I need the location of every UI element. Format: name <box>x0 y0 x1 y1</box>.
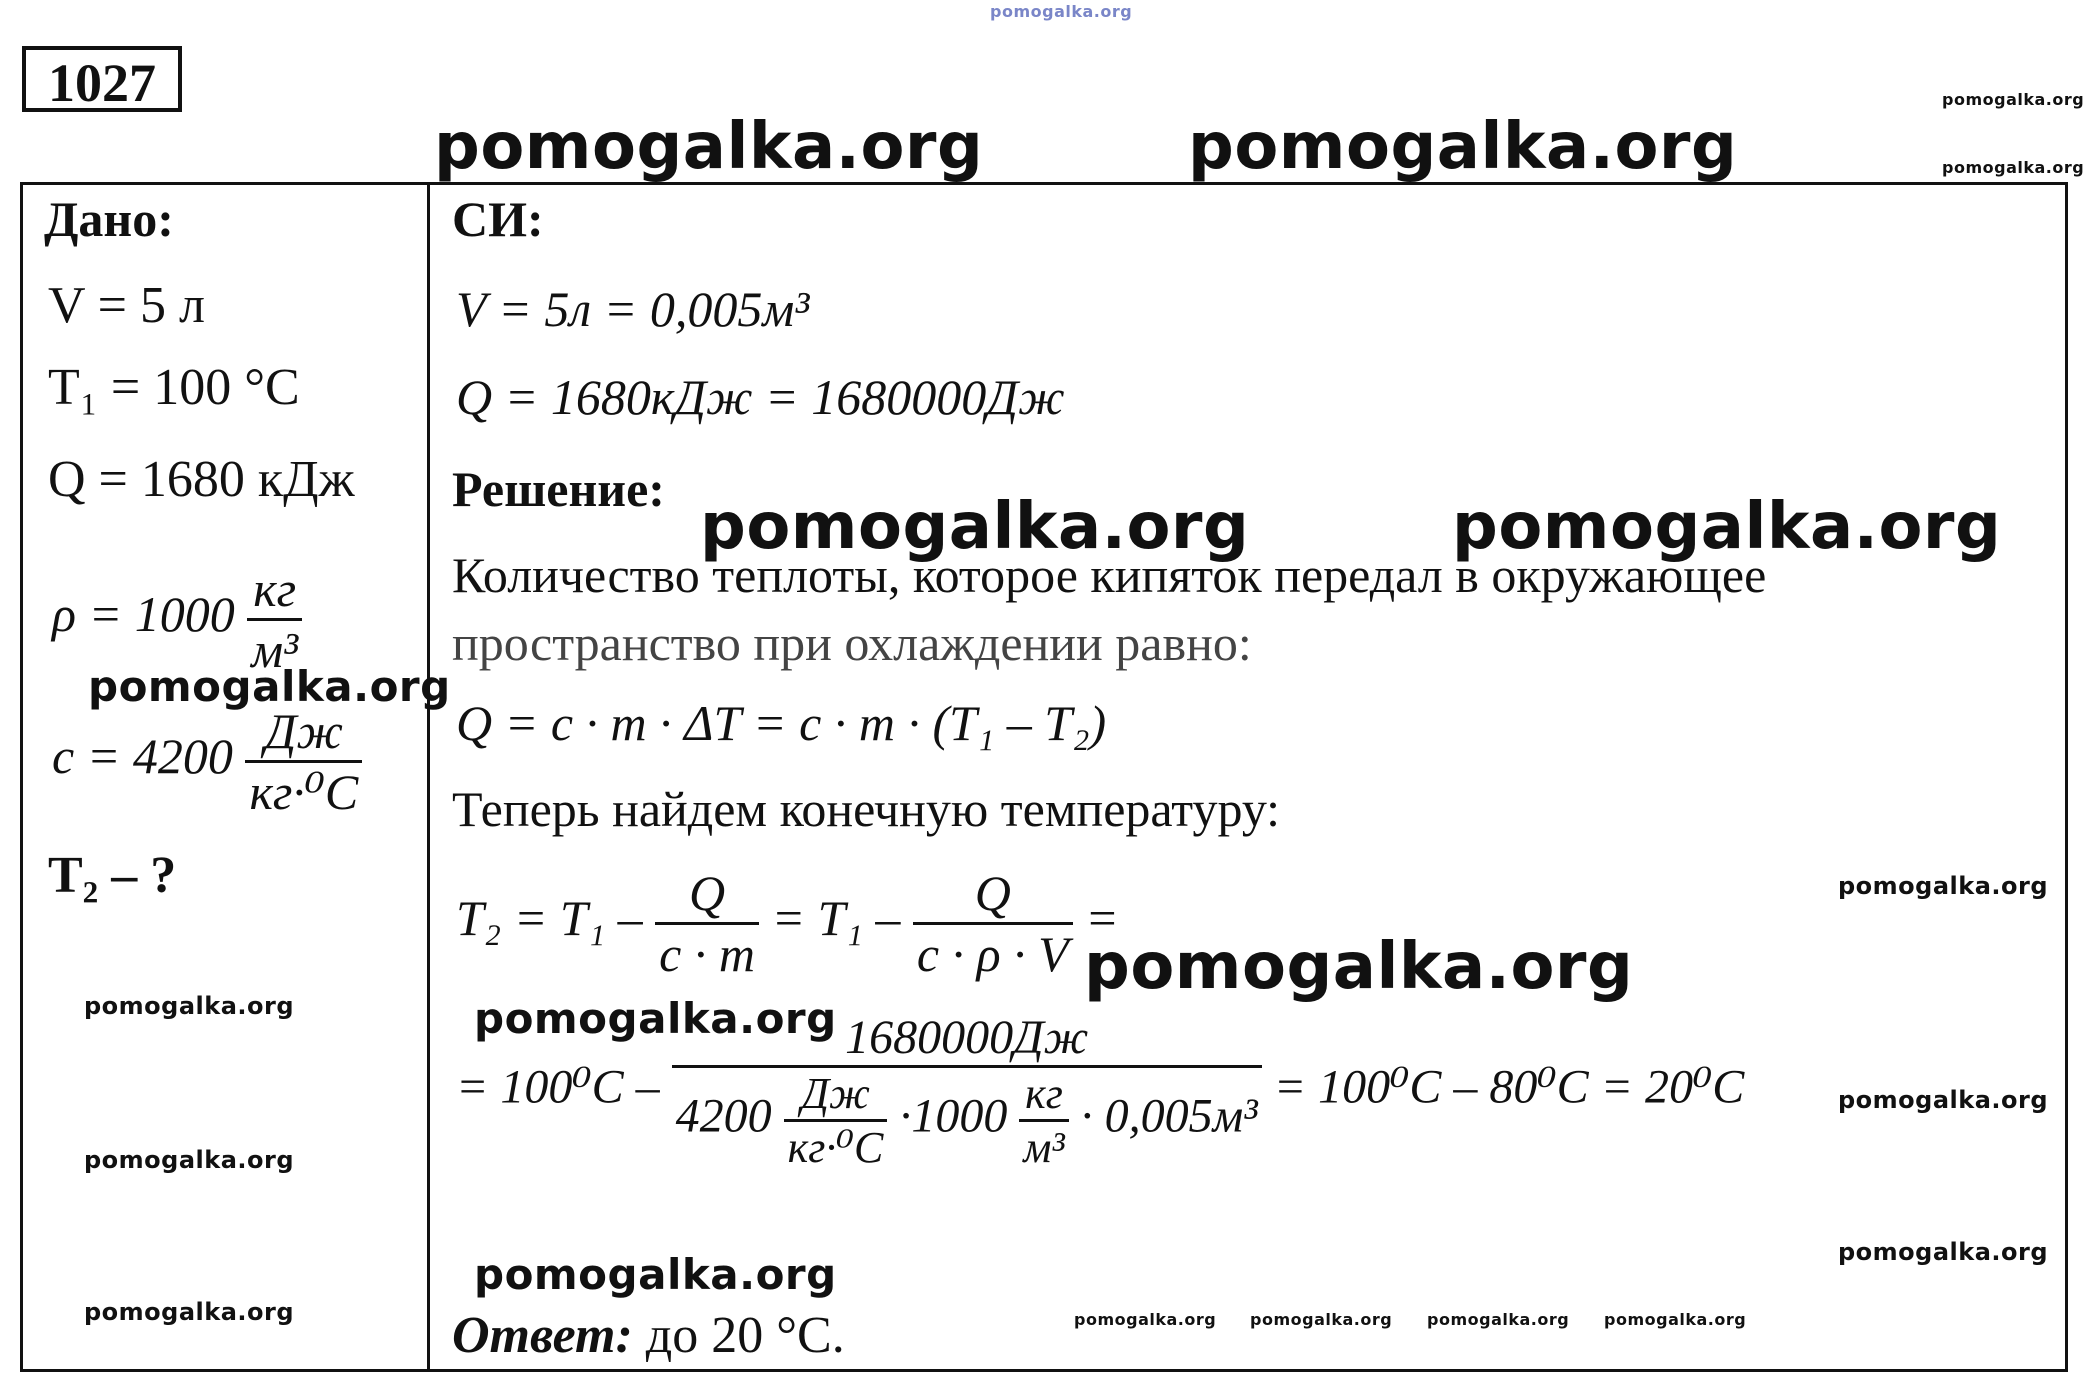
solution-heading: Решение: <box>452 461 665 517</box>
numeric-result: = 100⁰C – 80⁰C = 20⁰C <box>1273 1060 1745 1114</box>
numeric-denominator <box>672 1065 1262 1173</box>
si-heat: Q = 1680кДж = 1680000Дж <box>456 369 1065 425</box>
den-density: ·1000 <box>899 1089 1008 1143</box>
column-divider <box>427 182 430 1372</box>
solution-text-1: Количество теплоты, которое кипяток передал в окружающее <box>452 547 1767 603</box>
given-volume: V = 5 л <box>48 277 205 334</box>
formula-heat: Q = c · m · ΔT = c · m · (T₁ – T₂) <box>456 695 1107 751</box>
watermark: pomogalka.org <box>1604 1310 1747 1329</box>
watermark: pomogalka.org <box>84 1146 295 1174</box>
density-unit-num: кг <box>253 561 297 617</box>
given-temperature: T₁ = 100 °С <box>48 359 300 416</box>
fraction-numerator: Q <box>974 865 1011 921</box>
given-heading: Дано: <box>44 191 174 247</box>
problem-number: 1027 <box>22 46 182 112</box>
watermark: pomogalka.org <box>88 662 451 711</box>
watermark: pomogalka.org <box>1427 1310 1570 1329</box>
watermark: pomogalka.org <box>474 1250 837 1299</box>
formula-final-temperature <box>456 864 1119 983</box>
watermark: pomogalka.org <box>1084 930 1634 1004</box>
watermark: pomogalka.org <box>1838 1238 2049 1266</box>
si-volume: V = 5л = 0,005м³ <box>456 281 810 337</box>
numeric-lhs: = 100⁰C – <box>456 1060 660 1114</box>
given-specific-heat <box>52 702 362 821</box>
watermark: pomogalka.org <box>84 1298 295 1326</box>
watermark-top: pomogalka.org <box>990 2 1133 21</box>
watermark: pomogalka.org <box>1942 90 2085 109</box>
watermark: pomogalka.org <box>1074 1310 1217 1329</box>
den-unit-den: м³ <box>1019 1119 1068 1173</box>
fraction-denominator: c · m <box>655 922 759 983</box>
answer-label: Ответ: <box>452 1307 633 1364</box>
fraction-numerator: Q <box>688 865 726 921</box>
den-unit-num: Дж <box>801 1069 870 1118</box>
given-find: T₂ – ? <box>48 847 177 904</box>
watermark: pomogalka.org <box>434 110 984 184</box>
den-volume: · 0,005м³ <box>1080 1089 1258 1143</box>
given-heat: Q = 1680 кДж <box>48 451 355 508</box>
watermark: pomogalka.org <box>1942 158 2085 177</box>
watermark: pomogalka.org <box>700 490 1250 564</box>
watermark: pomogalka.org <box>1250 1310 1393 1329</box>
watermark: pomogalka.org <box>474 994 837 1043</box>
formula-equals: = <box>1085 889 1119 946</box>
specific-heat-unit-den: кг·⁰С <box>245 760 362 821</box>
den-unit-num: кг <box>1025 1069 1063 1118</box>
watermark: pomogalka.org <box>84 992 295 1020</box>
watermark: pomogalka.org <box>1188 110 1738 184</box>
den-specific-heat: 4200 <box>675 1089 772 1143</box>
formula-lhs: T₂ = T₁ – <box>456 889 643 946</box>
answer <box>452 1306 845 1365</box>
fraction-denominator: c · ρ · V <box>913 922 1073 983</box>
watermark: pomogalka.org <box>1838 1086 2049 1114</box>
specific-heat-unit-num: Дж <box>264 703 343 759</box>
answer-value: до 20 °С. <box>645 1307 845 1364</box>
density-value: ρ = 1000 <box>52 585 235 642</box>
specific-heat-value: c = 4200 <box>52 727 233 784</box>
solution-text-2: пространство при охлаждении равно: <box>452 615 1252 671</box>
den-unit-den: кг·⁰С <box>784 1119 888 1173</box>
formula-mid: = T₁ – <box>771 889 901 946</box>
numeric-numerator: 1680000Дж <box>845 1011 1089 1064</box>
watermark: pomogalka.org <box>1838 872 2049 900</box>
formula-numeric <box>456 1010 1744 1173</box>
si-heading: СИ: <box>452 191 544 247</box>
watermark: pomogalka.org <box>1452 490 2002 564</box>
density-unit-den: м³ <box>247 618 302 679</box>
solution-text-3: Теперь найдем конечную температуру: <box>452 781 1281 837</box>
